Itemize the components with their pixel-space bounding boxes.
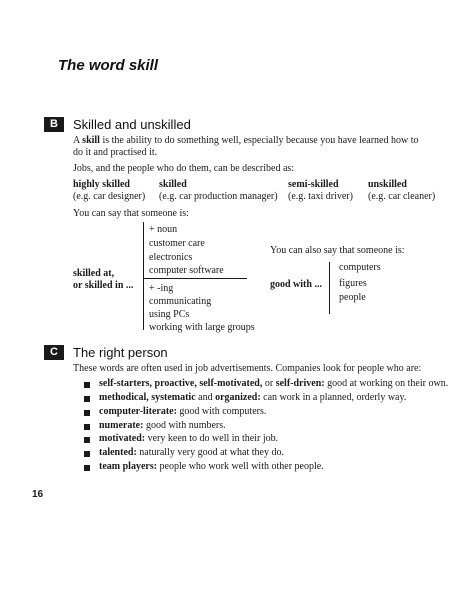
section-title-b: Skilled and unskilled	[73, 117, 191, 132]
category-example: (e.g. car production manager)	[159, 191, 278, 202]
bullet-marker	[84, 451, 90, 457]
category-term: semi-skilled	[288, 179, 339, 190]
bullet-term: organized:	[215, 392, 261, 403]
bullet-item	[99, 461, 324, 473]
category-term: unskilled	[368, 179, 407, 190]
section-badge-c: C	[44, 345, 64, 360]
bracket-line	[329, 262, 330, 314]
bullet-desc: good at working on their own.	[324, 378, 449, 389]
noun-item: + noun	[149, 224, 178, 235]
bullet-marker	[84, 424, 90, 430]
skill-definition-line-2: do it and practised it.	[73, 147, 158, 158]
bullet-marker	[84, 437, 90, 443]
bullet-marker	[84, 410, 90, 416]
bullet-term: talented:	[99, 447, 137, 458]
divider-line	[143, 278, 247, 279]
bullet-connector: and	[195, 392, 216, 403]
good-item: computers	[339, 262, 381, 273]
bullet-desc: good with computers.	[176, 406, 267, 417]
bullet-term: motivated:	[99, 433, 146, 444]
ing-item: communicating	[149, 296, 212, 307]
bullet-marker	[84, 396, 90, 402]
bullet-item	[99, 392, 406, 404]
skilled-at-label: skilled at,	[73, 268, 115, 279]
section-badge-b: B	[44, 117, 64, 132]
intro-bold-term: skill	[82, 135, 100, 146]
bullet-item	[99, 378, 448, 390]
category-example: (e.g. car cleaner)	[368, 191, 436, 202]
noun-item: customer care	[149, 238, 205, 249]
skill-definition-line-1	[73, 135, 419, 147]
bullet-item	[99, 433, 278, 445]
skilled-in-label: or skilled in ...	[73, 280, 134, 291]
jobs-line: Jobs, and the people who do them, can be described as:	[73, 163, 295, 174]
bullet-term: methodical, systematic	[99, 392, 196, 403]
good-item: people	[339, 292, 366, 303]
bullet-desc: people who work well with other people.	[157, 461, 324, 472]
bullet-term: numerate:	[99, 420, 144, 431]
bullet-term: self-starters, proactive, self-motivated,	[99, 378, 263, 389]
page-number: 16	[32, 489, 44, 500]
page-title: The word skill	[58, 57, 159, 74]
also-say-line: You can also say that someone is:	[270, 245, 405, 256]
bullet-item	[99, 420, 226, 432]
bullet-marker	[84, 465, 90, 471]
noun-item: electronics	[149, 252, 193, 263]
bullet-term: team players:	[99, 461, 158, 472]
good-with-label: good with ...	[270, 279, 322, 290]
bullet-marker	[84, 382, 90, 388]
section-title-c: The right person	[73, 345, 168, 360]
category-term: skilled	[159, 179, 187, 190]
category-example: (e.g. taxi driver)	[288, 191, 353, 202]
good-item: figures	[339, 278, 367, 289]
bullet-desc: very keen to do well in their job.	[145, 433, 279, 444]
intro-text: A	[73, 135, 83, 146]
ing-item: + -ing	[149, 283, 174, 294]
bullet-desc: naturally very good at what they do.	[136, 447, 284, 458]
noun-item: computer software	[149, 265, 224, 276]
bullet-item	[99, 406, 266, 418]
bracket-line	[143, 222, 144, 330]
bullet-term: self-driven:	[275, 378, 325, 389]
intro-text: is the ability to do something well, especially because you have learned how to	[99, 135, 419, 146]
ing-item: working with large groups	[149, 322, 255, 333]
bullet-item	[99, 447, 284, 459]
category-example: (e.g. car designer)	[73, 191, 146, 202]
category-term: highly skilled	[73, 179, 130, 190]
section-c-intro: These words are often used in job advertisements. Companies look for people who are:	[73, 363, 422, 374]
bullet-term: computer-literate:	[99, 406, 177, 417]
bullet-desc: good with numbers.	[143, 420, 226, 431]
bullet-desc: can work in a planned, orderly way.	[260, 392, 407, 403]
bullet-connector: or	[262, 378, 276, 389]
ing-item: using PCs	[149, 309, 190, 320]
say-line: You can say that someone is:	[73, 208, 189, 219]
